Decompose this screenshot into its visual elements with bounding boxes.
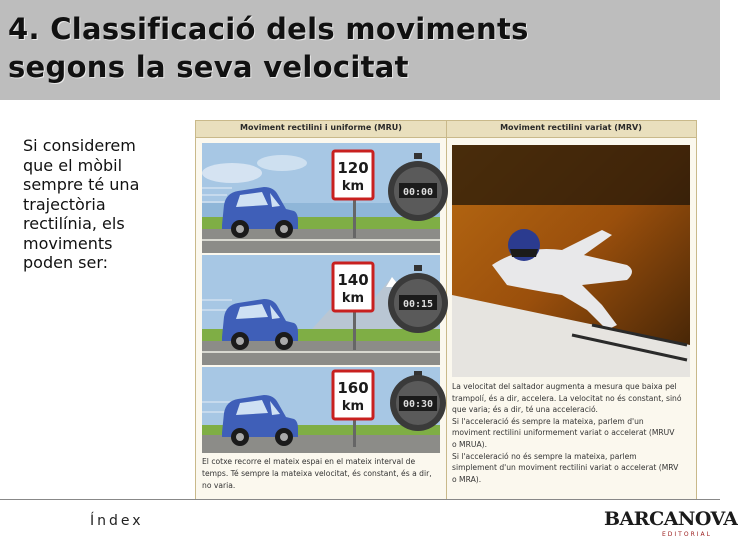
body-line: poden ser: xyxy=(23,253,109,272)
sign-value: 140 xyxy=(337,271,369,289)
mru-header: Moviment rectilini i uniforme (MRU) xyxy=(240,123,402,132)
sign-unit: km xyxy=(341,179,365,194)
caption-line: moviment rectilini uniformement variat o accelerat (MRUV xyxy=(452,428,675,438)
slide-title xyxy=(8,10,529,86)
body-line: moviments xyxy=(23,233,113,253)
barcanova-logo xyxy=(604,508,738,538)
sign-value: 120 xyxy=(337,159,369,177)
body-line: trajectòria xyxy=(23,194,106,214)
timer-readout: 00:15 xyxy=(402,299,434,310)
caption-line: trampolí, és a dir, accelera. La velocitat no és constant, sinó xyxy=(452,393,682,403)
sign-unit: km xyxy=(341,399,365,414)
ski-jumper-photo xyxy=(452,145,690,377)
caption-line: o MRA). xyxy=(452,474,482,484)
sign-value: 160 xyxy=(337,379,369,397)
logo-subtitle: EDITORIAL xyxy=(662,531,712,538)
mru-caption xyxy=(202,456,442,492)
caption-line: La velocitat del saltador augmenta a mesura que baixa pel xyxy=(452,382,677,391)
caption-line: temps. Té sempre la mateixa velocitat, és constant, és a dir, xyxy=(202,469,432,478)
slide-title-line-1: 4. Classificació dels moviments xyxy=(8,12,529,46)
caption-line: simplement d'un moviment rectilini variat o accelerat (MRV xyxy=(452,463,679,473)
caption-line: no varia. xyxy=(202,481,236,490)
caption-line: que varia; és a dir, té una acceleració. xyxy=(452,405,598,415)
index-link[interactable]: Índex xyxy=(90,513,144,529)
caption-line: Si l'acceleració no és sempre la mateixa, parlem xyxy=(452,451,637,461)
slide-body-text xyxy=(23,136,173,273)
mrv-caption xyxy=(452,381,692,485)
slide-title-line-2: segons la seva velocitat xyxy=(8,50,409,84)
timer-readout: 00:00 xyxy=(402,187,434,198)
caption-line: Si l'acceleració és sempre la mateixa, parlem d'un xyxy=(452,416,644,426)
timer-readout: 00:30 xyxy=(402,399,434,410)
caption-line: El cotxe recorre el mateix espai en el mateix interval de xyxy=(202,457,416,466)
footer-divider xyxy=(0,499,720,500)
caption-line: o MRUA). xyxy=(452,439,488,449)
sign-unit: km xyxy=(341,291,365,306)
body-line: sempre té una xyxy=(23,175,140,194)
body-line: Si considerem xyxy=(23,136,136,155)
mru-panel-2 xyxy=(202,255,440,365)
mrv-header: Moviment rectilini variat (MRV) xyxy=(500,123,642,132)
body-line: rectilínia, els xyxy=(23,214,125,233)
motion-figure xyxy=(195,120,697,500)
logo-wordmark: BARCANOVA xyxy=(604,508,738,530)
body-line: que el mòbil xyxy=(23,155,123,175)
mru-panel-1 xyxy=(202,143,440,253)
